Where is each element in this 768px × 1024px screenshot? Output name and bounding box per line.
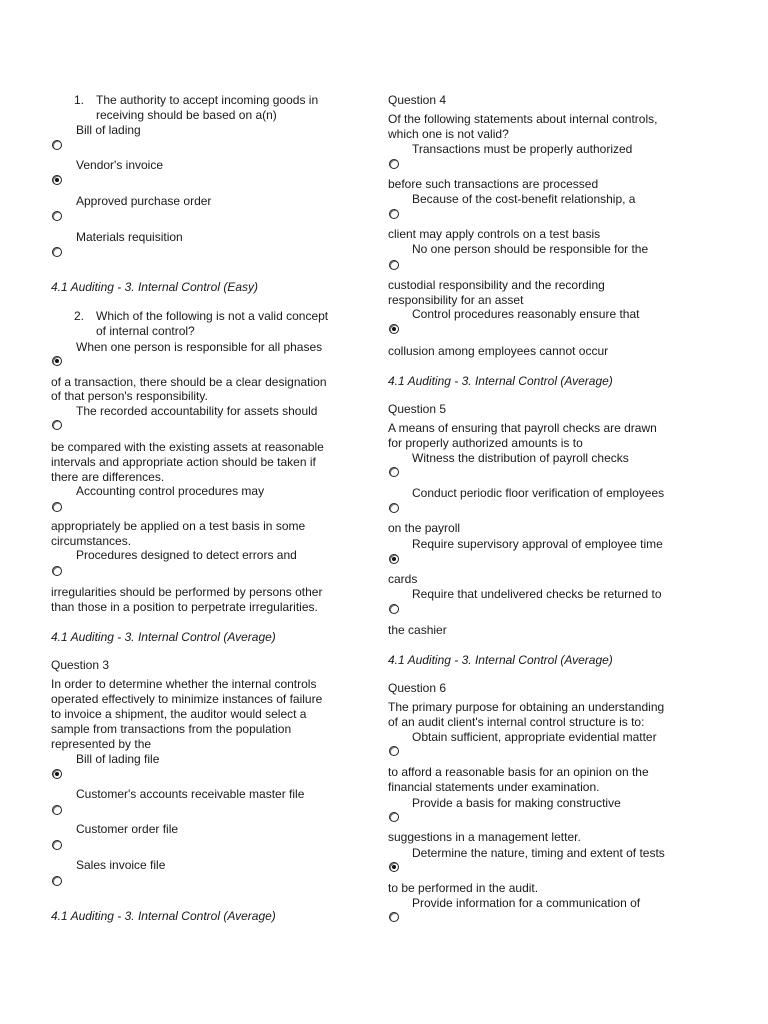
q6-option-c-radio[interactable] <box>389 862 399 872</box>
q5-option-d-radio[interactable] <box>389 604 399 614</box>
q2-stem-line2: of internal control? <box>96 324 195 338</box>
q2-option-b-line2: be compared with the existing assets at reasonable <box>51 440 324 454</box>
q3-option-d-label: Sales invoice file <box>76 858 166 872</box>
q5-option-c-radio[interactable] <box>389 554 399 564</box>
q5-option-b-line2: on the payroll <box>388 521 461 535</box>
q6-heading: Question 6 <box>388 681 447 695</box>
q6-stem-line1: The primary purpose for obtaining an understanding <box>388 700 665 714</box>
q4-option-b-radio[interactable] <box>389 209 399 219</box>
q5-heading: Question 5 <box>388 402 447 416</box>
q5-option-d-line2: the cashier <box>388 623 447 637</box>
q2-option-b-first: The recorded accountability for assets should <box>76 404 318 418</box>
q2-option-d-line2: irregularities should be performed by persons other <box>51 585 323 599</box>
q4-option-c-line3: responsibility for an asset <box>388 293 524 307</box>
q3-option-d-radio[interactable] <box>52 876 62 886</box>
q2-option-b-line3: intervals and appropriate action should be taken if <box>51 455 316 469</box>
q1-stem-line1: The authority to accept incoming goods in <box>96 93 319 107</box>
q3-stem-line1: In order to determine whether the internal controls <box>51 677 317 691</box>
q1-number: 1. <box>74 93 85 107</box>
q5-option-b-radio[interactable] <box>389 503 399 513</box>
q4-option-d-line2: collusion among employees cannot occur <box>388 344 609 358</box>
q5-stem-line2: for properly authorized amounts is to <box>388 436 583 450</box>
q1-option-c-label: Approved purchase order <box>76 194 212 208</box>
q6-option-b-radio[interactable] <box>389 812 399 822</box>
q2-stem-line1: Which of the following is not a valid concept <box>96 309 329 323</box>
q6-option-a-line2: to afford a reasonable basis for an opinion on the <box>388 765 649 779</box>
q5-option-a-first: Witness the distribution of payroll checks <box>412 451 629 465</box>
q6-option-b-line2: suggestions in a management letter. <box>388 830 581 844</box>
q2-option-d-line3: than those in a position to perpetrate irregularities. <box>51 600 318 614</box>
q5-option-a-radio[interactable] <box>389 467 399 477</box>
q4-option-c-line2: custodial responsibility and the recording <box>388 278 605 292</box>
q6-option-a-first: Obtain sufficient, appropriate evidential matter <box>412 730 657 744</box>
q2-option-c-line3: circumstances. <box>51 534 132 548</box>
q3-option-b-radio[interactable] <box>52 805 62 815</box>
q2-option-d-first: Procedures designed to detect errors and <box>76 548 297 562</box>
q3-option-c-radio[interactable] <box>52 840 62 850</box>
q3-stem-line5: represented by the <box>51 737 152 751</box>
q1-category: 4.1 Auditing - 3. Internal Control (Easy) <box>51 280 258 294</box>
q6-option-c-line2: to be performed in the audit. <box>388 881 539 895</box>
q2-option-a-first: When one person is responsible for all phases <box>76 340 323 354</box>
q5-option-c-first: Require supervisory approval of employee time <box>412 537 663 551</box>
q2-option-a-radio[interactable] <box>52 356 62 366</box>
q5-stem-line1: A means of ensuring that payroll checks are drawn <box>388 421 657 435</box>
q1-option-b-label: Vendor's invoice <box>76 158 164 172</box>
q4-option-d-radio[interactable] <box>389 324 399 334</box>
q2-option-c-first: Accounting control procedures may <box>76 484 265 498</box>
q6-option-a-radio[interactable] <box>389 746 399 756</box>
q2-option-d-radio[interactable] <box>52 566 62 576</box>
q2-option-c-line2: appropriately be applied on a test basis in some <box>51 519 306 533</box>
q1-option-b-radio[interactable] <box>52 175 62 185</box>
q4-stem-line1: Of the following statements about internal controls, <box>388 112 658 126</box>
q3-stem-line3: to invoice a shipment, the auditor would select a <box>51 707 307 721</box>
q4-category: 4.1 Auditing - 3. Internal Control (Average) <box>388 374 613 388</box>
q1-option-d-radio[interactable] <box>52 247 62 257</box>
q3-option-b-label: Customer's accounts receivable master file <box>76 787 305 801</box>
q4-option-d-first: Control procedures reasonably ensure that <box>412 307 640 321</box>
q3-stem-line2: operated effectively to minimize instances of failure <box>51 692 323 706</box>
q6-option-b-first: Provide a basis for making constructive <box>412 796 621 810</box>
q5-option-b-first: Conduct periodic floor verification of employees <box>412 486 665 500</box>
q4-option-a-first: Transactions must be properly authorized <box>412 142 633 156</box>
q6-option-d-radio[interactable] <box>389 912 399 922</box>
q3-option-c-label: Customer order file <box>76 822 179 836</box>
q2-option-a-line2: of a transaction, there should be a clear designation <box>51 375 327 389</box>
q5-category: 4.1 Auditing - 3. Internal Control (Average) <box>388 653 613 667</box>
q6-option-a-line3: financial statements under examination. <box>388 780 600 794</box>
q4-option-a-radio[interactable] <box>389 159 399 169</box>
q4-option-b-first: Because of the cost-benefit relationship, a <box>412 192 636 206</box>
q4-stem-line2: which one is not valid? <box>388 127 509 141</box>
q3-option-a-label: Bill of lading file <box>76 752 160 766</box>
q3-category: 4.1 Auditing - 3. Internal Control (Average) <box>51 909 276 923</box>
q1-option-a-radio[interactable] <box>52 140 62 150</box>
q2-option-b-radio[interactable] <box>52 420 62 430</box>
q3-option-a-radio[interactable] <box>52 769 62 779</box>
q1-option-d-label: Materials requisition <box>76 230 183 244</box>
q4-option-c-radio[interactable] <box>389 260 399 270</box>
q4-heading: Question 4 <box>388 93 447 107</box>
q3-stem-line4: sample from transactions from the population <box>51 722 292 736</box>
q4-option-a-line2: before such transactions are processed <box>388 177 599 191</box>
q2-category: 4.1 Auditing - 3. Internal Control (Average) <box>51 630 276 644</box>
q6-stem-line2: of an audit client's internal control structure is to: <box>388 715 645 729</box>
q2-option-c-radio[interactable] <box>52 502 62 512</box>
q6-option-d-first: Provide information for a communication of <box>412 896 641 910</box>
q4-option-b-line2: client may apply controls on a test basis <box>388 227 601 241</box>
q5-option-d-first: Require that undelivered checks be returned to <box>412 587 662 601</box>
q1-option-c-radio[interactable] <box>52 211 62 221</box>
q6-option-c-first: Determine the nature, timing and extent of tests <box>412 846 665 860</box>
q1-stem-line2: receiving should be based on a(n) <box>96 108 277 122</box>
q5-option-c-line2: cards <box>388 572 418 586</box>
q2-number: 2. <box>74 309 85 323</box>
q3-heading: Question 3 <box>51 658 110 672</box>
q1-option-a-label: Bill of lading <box>76 123 141 137</box>
q2-option-b-line4: there are differences. <box>51 470 165 484</box>
q2-option-a-line3: of that person's responsibility. <box>51 389 208 403</box>
q4-option-c-first: No one person should be responsible for the <box>412 242 649 256</box>
